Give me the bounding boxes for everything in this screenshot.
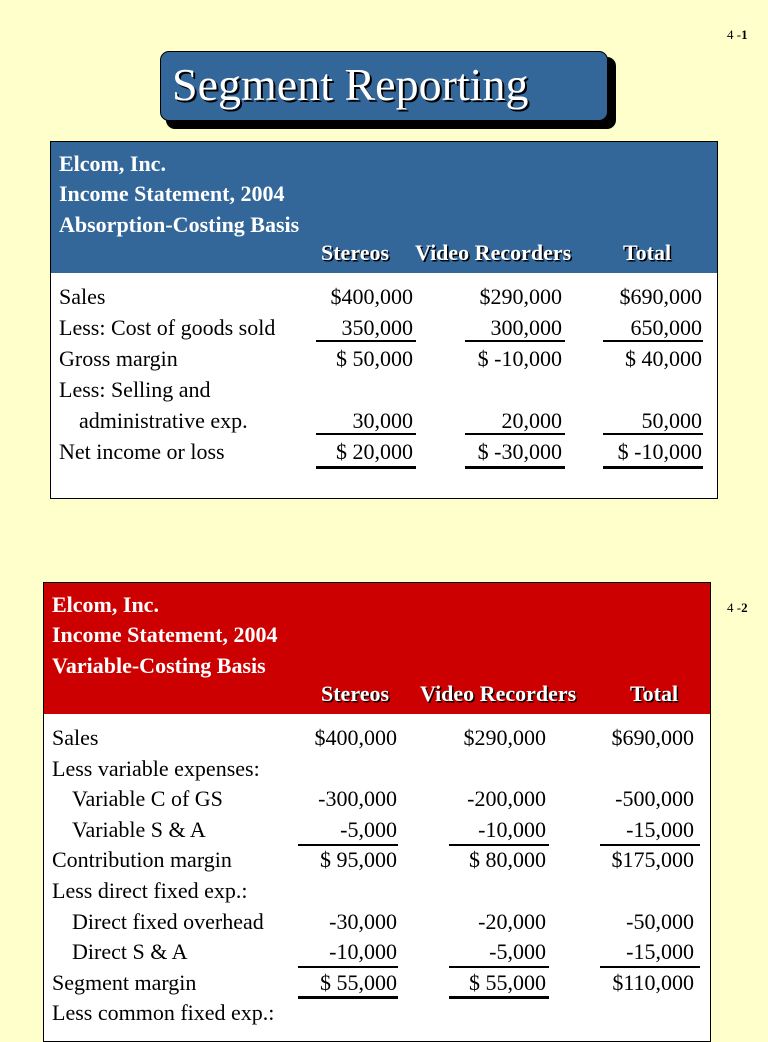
underline-rule (316, 466, 416, 469)
row-value: 20,000 (501, 408, 562, 433)
row-value: $ 95,000 (320, 847, 397, 873)
row-value: -5,000 (340, 816, 397, 842)
column-header-total: Total (630, 681, 679, 706)
row-value: $ 40,000 (625, 346, 702, 371)
absorption-statement-panel (50, 141, 718, 499)
row-label: Less: Cost of goods sold (59, 315, 276, 340)
row-label: Sales (52, 725, 99, 750)
row-label: Variable S & A (72, 816, 206, 842)
table-row (51, 379, 717, 410)
underline-rule (298, 966, 398, 968)
row-value: -10,000 (329, 939, 397, 965)
row-value: -10,000 (478, 816, 546, 842)
table-row (51, 286, 717, 317)
row-value: -300,000 (318, 786, 397, 812)
company-name: Elcom, Inc. (52, 592, 159, 617)
row-label: Segment margin (52, 969, 197, 995)
row-value: -200,000 (467, 786, 546, 812)
table-row (44, 941, 710, 972)
underline-rule (316, 340, 416, 342)
row-value: $175,000 (611, 847, 694, 873)
table-row (44, 727, 710, 758)
variable-statement-panel (43, 582, 711, 1042)
underline-rule (600, 966, 700, 968)
underline-rule (449, 844, 549, 846)
row-value: $ 55,000 (469, 969, 546, 995)
row-value: 300,000 (490, 315, 562, 340)
row-value: -15,000 (626, 816, 694, 842)
table-row (51, 348, 717, 379)
row-value: -500,000 (615, 786, 694, 812)
table-row (44, 908, 710, 942)
row-label: Less: Selling and (59, 377, 211, 402)
variable-header (44, 583, 710, 714)
row-label: Direct fixed overhead (72, 908, 264, 934)
column-header-video-recorders: Video Recorders (415, 240, 572, 265)
company-name: Elcom, Inc. (59, 151, 166, 176)
row-value: $ 55,000 (320, 969, 397, 995)
row-label: administrative exp. (79, 408, 248, 433)
row-value: 50,000 (641, 408, 702, 433)
table-row (44, 849, 710, 880)
table-row (44, 880, 710, 911)
page-title: Segment Reporting (172, 59, 529, 110)
row-value: $ 20,000 (336, 439, 413, 464)
row-value: 30,000 (352, 408, 413, 433)
table-row (51, 317, 717, 348)
row-value: $290,000 (463, 725, 546, 750)
row-value: $400,000 (330, 284, 413, 309)
underline-rule (603, 433, 703, 435)
underline-rule (298, 844, 398, 846)
row-value: -20,000 (478, 908, 546, 934)
row-value: $ 50,000 (336, 346, 413, 371)
absorption-header (51, 142, 717, 273)
page-number (727, 27, 748, 43)
underline-rule (298, 996, 398, 999)
row-value: 650,000 (630, 315, 702, 340)
row-value: -15,000 (626, 939, 694, 965)
underline-rule (603, 466, 703, 469)
row-value: $690,000 (619, 284, 702, 309)
page-number-prefix: 4 - (727, 600, 742, 615)
table-row (44, 788, 710, 819)
row-value: $690,000 (611, 725, 694, 750)
underline-rule (449, 966, 549, 968)
table-row (44, 1002, 710, 1033)
underline-rule (603, 340, 703, 342)
row-label: Less variable expenses: (52, 755, 260, 781)
costing-basis: Variable-Costing Basis (52, 653, 266, 678)
row-label: Less common fixed exp.: (52, 1000, 275, 1026)
table-row (44, 755, 710, 789)
row-label: Sales (59, 284, 106, 309)
table-row (51, 410, 717, 441)
row-label: Contribution margin (52, 847, 232, 873)
column-header-video-recorders: Video Recorders (420, 681, 577, 706)
row-label: Less direct fixed exp.: (52, 878, 248, 903)
underline-rule (465, 433, 565, 435)
row-value: $ 80,000 (469, 847, 546, 873)
column-header-stereos: Stereos (321, 240, 390, 265)
underline-rule (465, 466, 565, 469)
row-label: Direct S & A (72, 939, 188, 965)
column-header-stereos: Stereos (321, 681, 390, 706)
costing-basis: Absorption-Costing Basis (59, 212, 300, 237)
row-value: $ -10,000 (617, 439, 702, 464)
row-value: $290,000 (479, 284, 562, 309)
column-header-total: Total (623, 240, 672, 265)
row-label: Gross margin (59, 346, 178, 371)
row-label: Variable C of GS (72, 786, 223, 812)
underline-rule (449, 996, 549, 999)
page-number-value: 1 (741, 27, 748, 42)
row-value: $ -10,000 (477, 346, 562, 371)
underline-rule (600, 844, 700, 846)
underline-rule (465, 340, 565, 342)
row-value: 350,000 (341, 315, 413, 340)
row-value: -50,000 (626, 908, 694, 934)
row-value: -5,000 (489, 939, 546, 965)
row-value: $110,000 (612, 969, 694, 995)
statement-title: Income Statement, 2004 (52, 622, 278, 647)
row-label: Net income or loss (59, 439, 225, 464)
underline-rule (316, 433, 416, 435)
page-number-value: 2 (741, 600, 748, 615)
page-number (727, 600, 748, 616)
page-number-prefix: 4 - (727, 27, 742, 42)
row-value: $400,000 (314, 725, 397, 750)
row-value: -30,000 (329, 908, 397, 934)
row-value: $ -30,000 (477, 439, 562, 464)
statement-title: Income Statement, 2004 (59, 181, 285, 206)
